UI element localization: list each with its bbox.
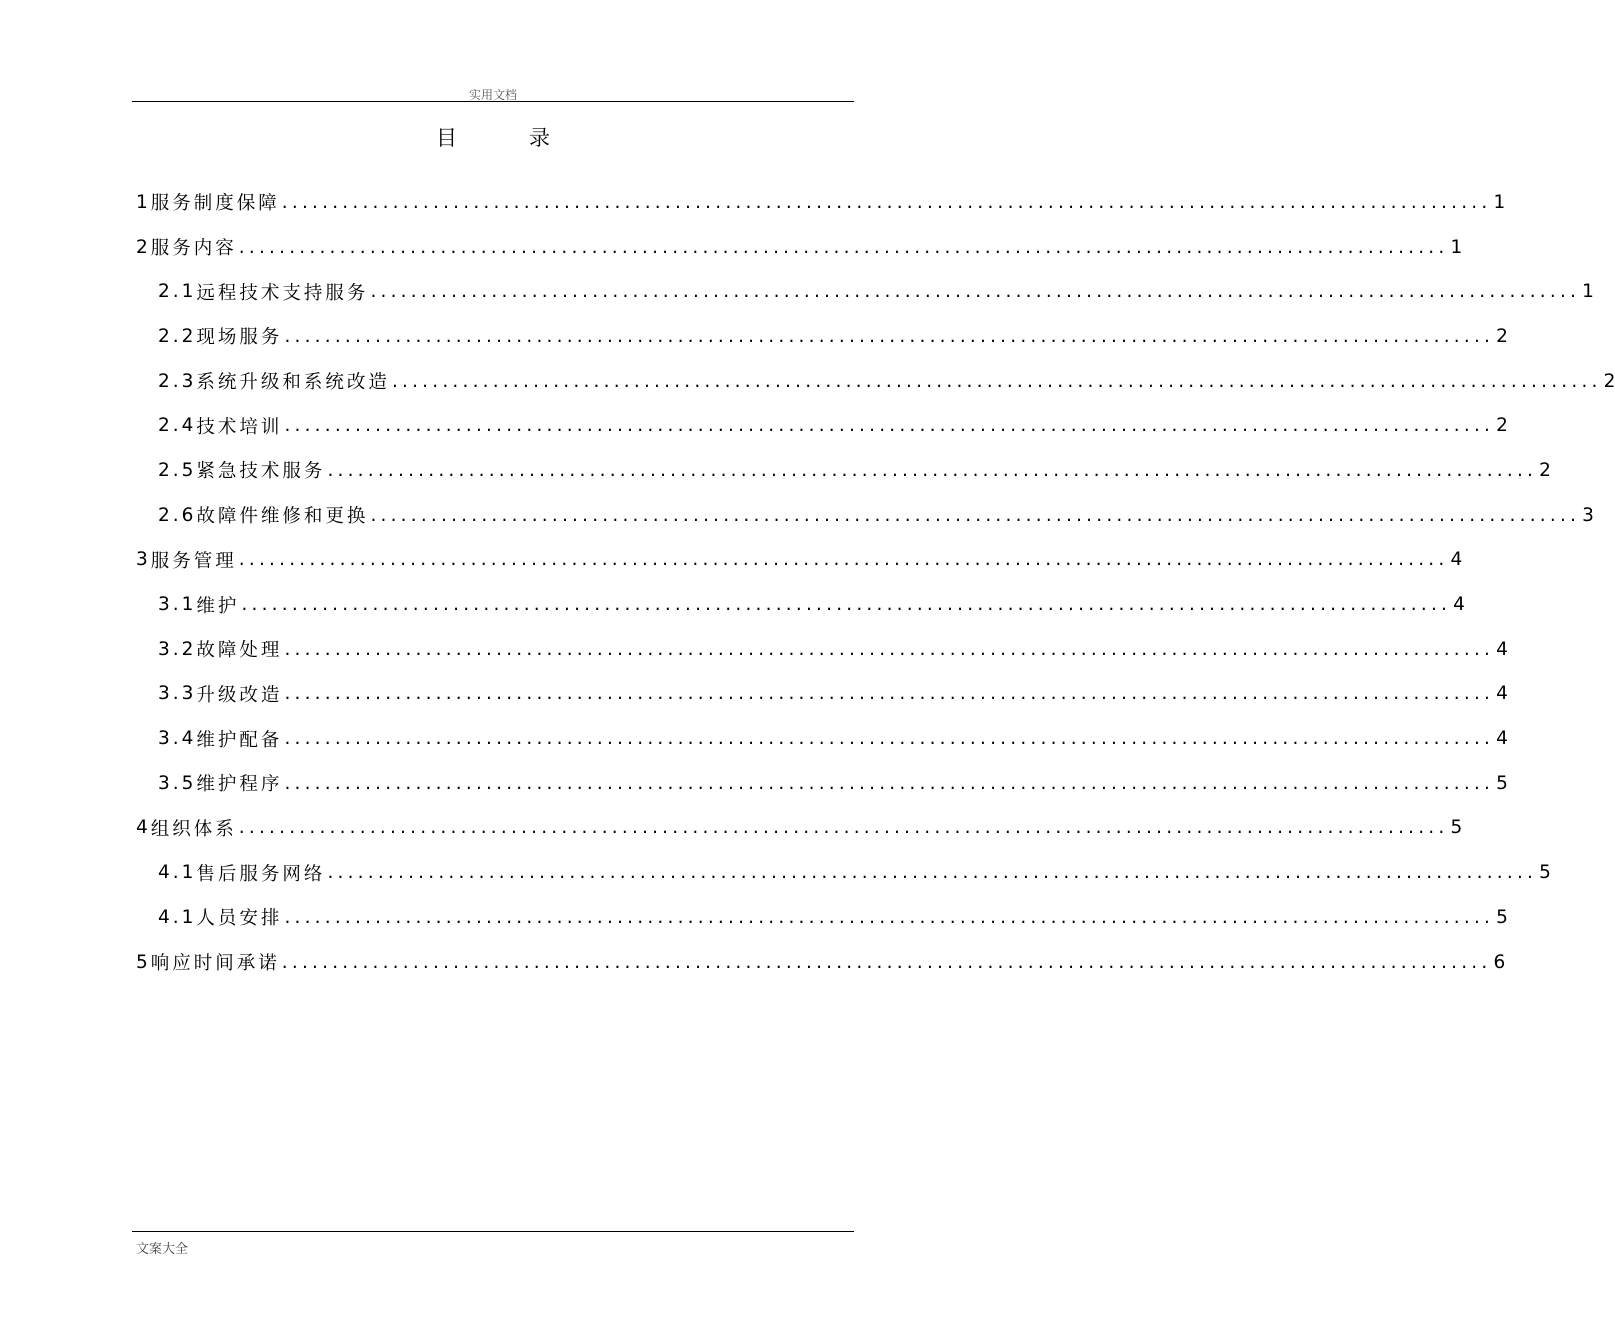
toc-entry-number: 3 [136,549,151,571]
toc-entry[interactable] [136,225,1463,270]
toc-entry-page: 1 [1493,191,1506,213]
toc-leader-dots: ........................................................................................................................ [370,281,1581,303]
toc-entry-number: 1 [136,191,151,213]
toc-entry[interactable] [136,940,1506,985]
toc-leader-dots: ........................................................................................................................ [391,370,1602,392]
toc-leader-dots: ........................................................................................................................ [284,906,1495,928]
toc-entry-number: 5 [136,951,151,973]
toc-entry[interactable] [136,806,1463,851]
toc-entry-number: 2.4 [158,415,197,437]
toc-leader-dots: ........................................................................................................................ [241,594,1452,616]
toc-entry-number: 3.5 [158,772,197,794]
toc-leader-dots: ........................................................................................................................ [284,728,1495,750]
page-header: 实用文档 [468,88,517,102]
toc-entry-number: 2.5 [158,459,197,481]
toc-entry-label: 售后服务网络 [196,863,326,885]
toc-entry-label: 组织体系 [150,818,237,840]
toc-entry-number: 3.4 [158,728,197,750]
toc-entry-page: 4 [1453,594,1465,616]
header-divider [132,101,854,102]
toc-leader-dots: ........................................................................................................................ [284,772,1495,794]
toc-entry-page: 2 [1496,415,1508,437]
toc-entry-label: 现场服务 [196,327,283,349]
toc-entry[interactable] [136,761,1508,806]
toc-entry-page: 4 [1496,638,1508,660]
toc-entry-number: 2 [136,236,151,258]
toc-entry-number: 3.2 [158,638,197,660]
toc-entry-number: 3.3 [158,683,197,705]
table-of-contents [136,180,1615,984]
page-footer: 文案大全 [136,1242,189,1257]
toc-leader-dots: ........................................................................................................................ [238,549,1449,571]
toc-leader-dots: ........................................................................................................................ [284,415,1495,437]
toc-entry[interactable] [136,493,1594,538]
toc-leader-dots: ........................................................................................................................ [370,504,1581,526]
toc-entry-label: 升级改造 [196,684,283,706]
toc-entry-page: 5 [1496,772,1508,794]
toc-entry-page: 4 [1496,683,1508,705]
toc-leader-dots: ........................................................................................................................ [284,638,1495,660]
toc-title-char-2: 录 [529,126,550,150]
toc-entry-label: 服务内容 [150,238,237,260]
toc-entry-number: 4.1 [158,906,197,928]
toc-entry-page: 2 [1496,325,1508,347]
toc-entry-page: 2 [1603,370,1615,392]
toc-entry-page: 5 [1450,817,1463,839]
toc-entry-page: 5 [1496,906,1508,928]
toc-entry-label: 远程技术支持服务 [196,282,369,304]
toc-entry-label: 维护 [196,595,240,617]
toc-entry-number: 4.1 [158,862,197,884]
toc-entry-number: 2.6 [158,504,197,526]
toc-entry-page: 3 [1582,504,1594,526]
toc-entry-page: 2 [1539,459,1551,481]
toc-entry-label: 紧急技术服务 [196,461,326,483]
toc-entry-number: 2.1 [158,281,197,303]
toc-entry-page: 4 [1496,728,1508,750]
footer-divider [132,1231,854,1232]
toc-leader-dots: ........................................................................................................................ [281,191,1492,213]
toc-entry-label: 维护配备 [196,729,283,751]
toc-entry-page: 1 [1582,281,1594,303]
toc-entry[interactable] [136,448,1551,493]
toc-entry[interactable] [136,359,1615,404]
toc-entry-label: 人员安排 [196,908,283,930]
toc-entry[interactable] [136,627,1508,672]
toc-entry[interactable] [136,850,1551,895]
toc-leader-dots: ........................................................................................................................ [238,817,1449,839]
toc-leader-dots: ........................................................................................................................ [281,951,1492,973]
toc-entry[interactable] [136,538,1463,583]
toc-entry-label: 维护程序 [196,774,283,796]
toc-entry-number: 2.3 [158,370,197,392]
toc-title [132,122,854,152]
toc-entry-number: 3.1 [158,594,197,616]
toc-entry-label: 响应时间承诺 [150,953,280,975]
toc-entry-label: 服务管理 [150,550,237,572]
toc-entry-label: 系统升级和系统改造 [196,372,390,394]
toc-entry-page: 5 [1539,862,1551,884]
toc-leader-dots: ........................................................................................................................ [327,862,1538,884]
toc-entry[interactable] [136,582,1465,627]
toc-leader-dots: ........................................................................................................................ [284,683,1495,705]
toc-entry[interactable] [136,672,1508,717]
toc-entry[interactable] [136,716,1508,761]
toc-entry[interactable] [136,269,1594,314]
toc-entry-page: 1 [1450,236,1463,258]
toc-entry-label: 服务制度保障 [150,193,280,215]
toc-leader-dots: ........................................................................................................................ [284,325,1495,347]
toc-leader-dots: ........................................................................................................................ [238,236,1449,258]
toc-entry-page: 6 [1493,951,1506,973]
toc-leader-dots: ........................................................................................................................ [327,459,1538,481]
toc-title-char-1: 目 [436,126,457,150]
toc-entry-number: 2.2 [158,325,197,347]
toc-entry-label: 故障处理 [196,640,283,662]
toc-entry[interactable] [136,314,1508,359]
toc-entry-page: 4 [1450,549,1463,571]
toc-entry-label: 故障件维修和更换 [196,506,369,528]
toc-entry[interactable] [136,180,1506,225]
toc-entry-label: 技术培训 [196,416,283,438]
toc-entry[interactable] [136,895,1508,940]
toc-entry[interactable] [136,403,1508,448]
toc-entry-number: 4 [136,817,151,839]
